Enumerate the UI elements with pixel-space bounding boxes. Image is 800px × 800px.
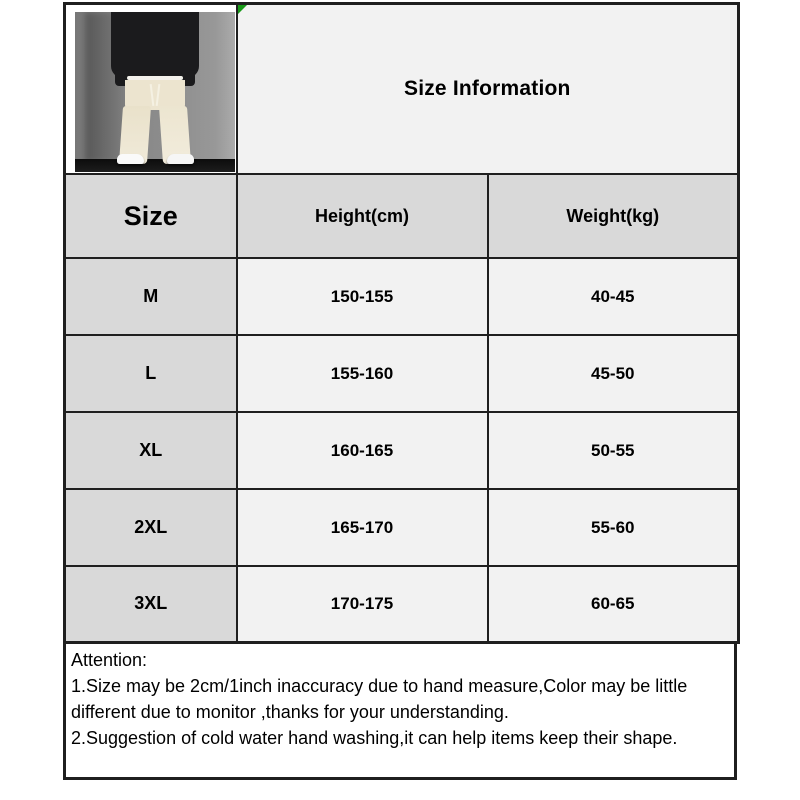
weight-cell: 60-65 — [488, 566, 739, 642]
table-row — [65, 258, 739, 335]
column-header-height: Height(cm) — [237, 174, 488, 258]
size-table — [63, 2, 740, 644]
size-chart-sheet — [63, 2, 737, 780]
attention-line-1: 1.Size may be 2cm/1inch inaccuracy due to hand measure,Color may be little different due to monitor ,thanks for your understanding. — [71, 675, 688, 722]
attention-note — [63, 644, 737, 780]
height-cell: 160-165 — [237, 412, 488, 489]
image-title-row — [65, 4, 739, 175]
table-row — [65, 335, 739, 412]
table-row — [65, 566, 739, 642]
model-right-shoe — [167, 154, 194, 164]
height-cell: 165-170 — [237, 489, 488, 566]
weight-cell: 50-55 — [488, 412, 739, 489]
green-corner-flag-icon — [238, 5, 247, 14]
column-header-size: Size — [65, 174, 237, 258]
product-photo — [75, 12, 235, 172]
size-cell: 3XL — [65, 566, 237, 642]
title-wrap — [238, 5, 738, 173]
header-row — [65, 174, 739, 258]
height-cell: 150-155 — [237, 258, 488, 335]
height-cell: 170-175 — [237, 566, 488, 642]
page-title: Size Information — [403, 77, 571, 100]
size-cell: L — [65, 335, 237, 412]
height-cell: 155-160 — [237, 335, 488, 412]
attention-heading: Attention: — [71, 649, 148, 670]
photo-floor — [75, 159, 235, 172]
weight-cell: 45-50 — [488, 335, 739, 412]
table-row — [65, 489, 739, 566]
model-black-top — [111, 12, 199, 78]
size-cell: M — [65, 258, 237, 335]
attention-line-2: 2.Suggestion of cold water hand washing,it can help items keep their shape. — [71, 727, 678, 748]
weight-cell: 40-45 — [488, 258, 739, 335]
product-photo-cell — [65, 4, 237, 175]
column-header-weight: Weight(kg) — [488, 174, 739, 258]
size-cell: XL — [65, 412, 237, 489]
size-cell: 2XL — [65, 489, 237, 566]
title-cell — [237, 4, 739, 175]
table-row — [65, 412, 739, 489]
weight-cell: 55-60 — [488, 489, 739, 566]
model-left-shoe — [117, 154, 144, 164]
